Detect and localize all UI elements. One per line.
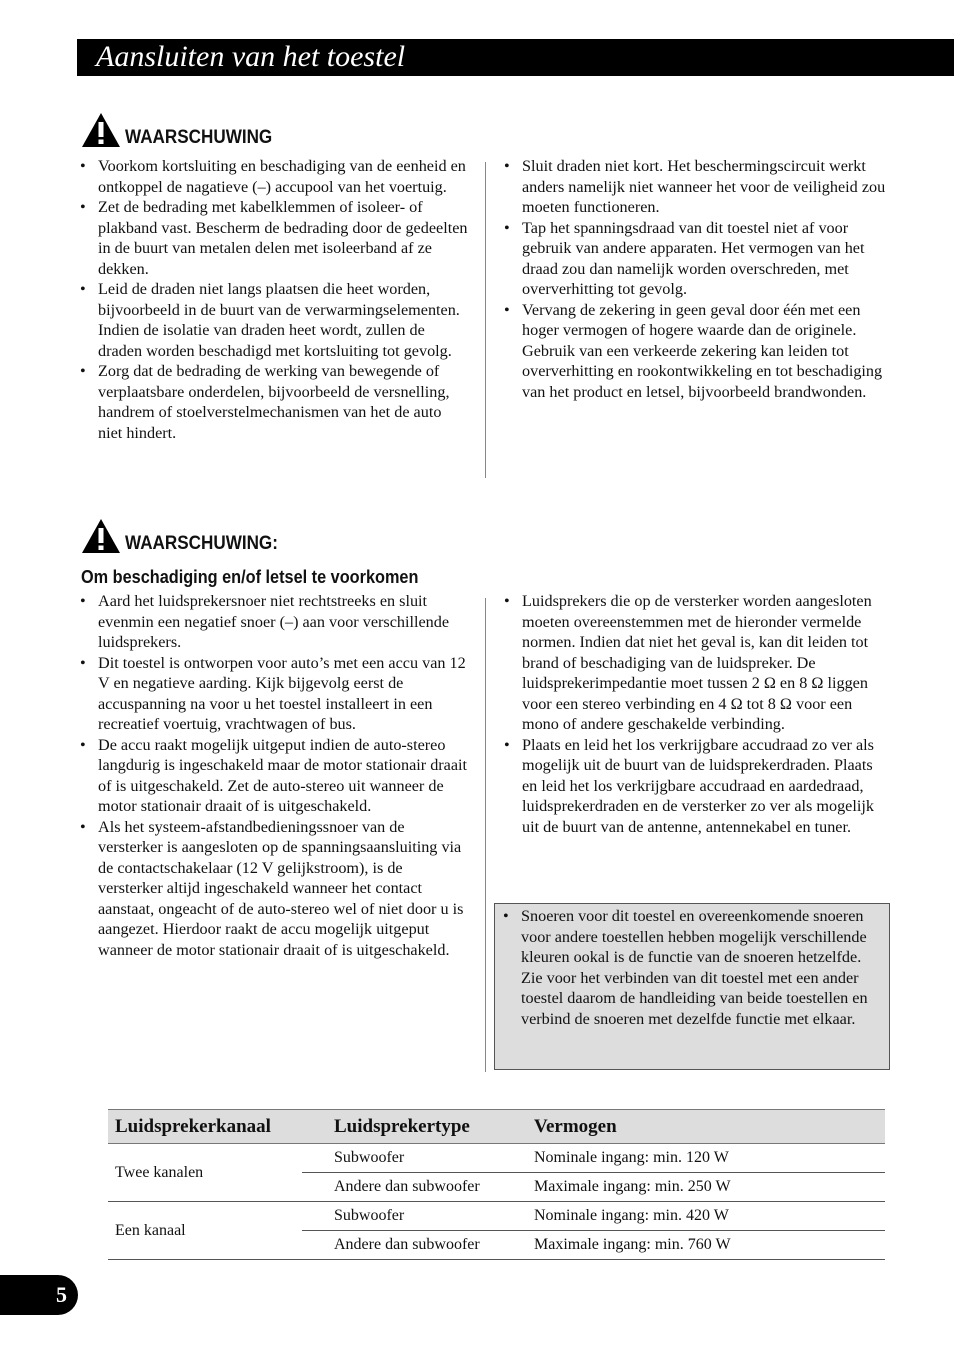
table-cell-power: Maximale ingang: min. 250 W [527, 1173, 885, 1202]
page-title: Aansluiten van het toestel [96, 40, 406, 73]
list-item: • Zet de bedrading met kabelklemmen of isoleer- of plakband vast. Bescherm de bedrading door de gedeelten in de buurt van metalen delen met isoleerband af ze dekken. [80, 197, 468, 279]
list-item: • Zorg dat de bedrading de werking van bewegende of verplaatsbare onderdelen, bijvoorbeeld de versnelling, handrem of stoelverstelmechanismen van het de auto niet hindert. [80, 361, 468, 443]
warning-triangle-icon [81, 518, 121, 554]
note-list [503, 906, 885, 1029]
list-item: • Luidsprekers die op de versterker worden aangesloten moeten overeenstemmen met de hieronder vermelde normen. Indien dat niet het geval is, kan dit leiden tot brand of beschadiging van de luidspreker. De luidsprekerimpedantie moet tussen 2 Ω en 8 Ω liggen voor een stereo verbinding en 4 Ω tot 8 Ω voor een mono of andere geschakelde verbinding. [504, 591, 890, 735]
warning-heading-1 [81, 112, 289, 148]
table-cell-channel: Twee kanalen [108, 1144, 302, 1202]
list-item: • Vervang de zekering in geen geval door één met een hoger vermogen of hogere waarde dan de originele. Gebruik van een verkeerde zekering kan leiden tot oververhitting en rookontwikkeling en tot beschadiging van het product en letsel, bijvoorbeeld brandwonden. [504, 300, 890, 403]
warning-label: WAARSCHUWING [125, 127, 273, 148]
list-item: • Tap het spanningsdraad van dit toestel niet af voor gebruik van andere apparaten. Het vermogen van het draad zou dan namelijk worden overschreden, met oververhitting tot gevolg. [504, 218, 890, 300]
list-item: • Dit toestel is ontworpen voor auto’s met een accu van 12 V en negatieve aarding. Kijk bijgevolg eerst de accuspanning na voor u het toestel installeert in een recreatief voertuig, vrachtwagen of bus. [80, 653, 468, 735]
column-header: Luidsprekertype [302, 1110, 527, 1144]
list-item: • Voorkom kortsluiting en beschadiging van de eenheid en ontkoppel de nagatieve (–) accupool van het voertuig. [80, 156, 468, 197]
table-cell-type: Subwoofer [302, 1202, 527, 1231]
table-cell-power: Maximale ingang: min. 760 W [527, 1231, 885, 1260]
warning-list-left-1 [80, 156, 468, 443]
table-cell-channel: Een kanaal [108, 1202, 302, 1260]
warning-heading-2 [81, 518, 295, 554]
page-number-tab [0, 1275, 78, 1315]
column-divider [485, 162, 486, 478]
list-item: • De accu raakt mogelijk uitgeput indien de auto-stereo langdurig is ingeschakeld maar de motor stationair draait of is uitgeschakeld. Zet de auto-stereo uit wanneer de motor stationair draait of is uitgeschakeld. [80, 735, 468, 817]
section-subheading: Om beschadiging en/of letsel te voorkomen [81, 566, 419, 587]
table-row [108, 1144, 885, 1173]
table-cell-type: Subwoofer [302, 1144, 527, 1173]
table-row [108, 1202, 885, 1231]
list-item: • Sluit draden niet kort. Het beschermingscircuit werkt anders namelijk niet wanneer het voor de veiligheid zou moeten functioneren. [504, 156, 890, 218]
page-title-bar [77, 39, 954, 76]
list-item: • Leid de draden niet langs plaatsen die heet worden, bijvoorbeeld in de buurt van de verwarmingselementen. Indien de isolatie van draden heet wordt, zullen de draden worden beschadigd met kortsluiting tot gevolg. [80, 279, 468, 361]
column-divider [485, 598, 486, 1072]
table-cell-type: Andere dan subwoofer [302, 1173, 527, 1202]
table-cell-type: Andere dan subwoofer [302, 1231, 527, 1260]
table-header-row [108, 1110, 885, 1144]
warning-list-left-2 [80, 591, 468, 960]
warning-list-right-2 [504, 591, 890, 837]
warning-list-right-1 [504, 156, 890, 402]
list-item: • Snoeren voor dit toestel en overeenkomende snoeren voor andere toestellen hebben mogelijk verschillende kleuren ookal is de functie van de snoeren hetzelfde. Zie voor het verbinden van dit toestel met een ander toestel daarom de handleiding van beide toestellen en verbind de snoeren met dezelfde functie met elkaar. [503, 906, 885, 1029]
table-cell-power: Nominale ingang: min. 120 W [527, 1144, 885, 1173]
list-item: • Als het systeem-afstandbedieningssnoer van de versterker is aangesloten op de spanningsaansluiting via de contactschakelaar (12 V gelijkstroom), is de versterker altijd ingeschakeld wanneer het contact aanstaat, ongeacht of de auto-stereo wel of niet door u is aangezet. Hierdoor raakt de accu mogelijk uitgeput wanneer de motor stationair draait of is uitgeschakeld. [80, 817, 468, 961]
warning-triangle-icon [81, 112, 121, 148]
warning-label: WAARSCHUWING: [125, 533, 278, 554]
list-item: • Plaats en leid het los verkrijgbare accudraad zo ver als mogelijk uit de buurt van de luidsprekerdraden. Plaats en leid het los verkrijgbare accudraad en aardedraad, luidsprekerdraden en de versterker zo ver als mogelijk uit de buurt van de antenne, antennekabel en tuner. [504, 735, 890, 838]
note-box [494, 903, 890, 1070]
list-item: • Aard het luidsprekersnoer niet rechtstreeks en sluit evenmin een negatief snoer (–) aan voor verschillende luidsprekers. [80, 591, 468, 653]
column-header: Vermogen [527, 1110, 885, 1144]
column-header: Luidsprekerkanaal [108, 1110, 302, 1144]
speaker-spec-table [108, 1109, 885, 1260]
table-cell-power: Nominale ingang: min. 420 W [527, 1202, 885, 1231]
page-number: 5 [56, 1282, 67, 1307]
